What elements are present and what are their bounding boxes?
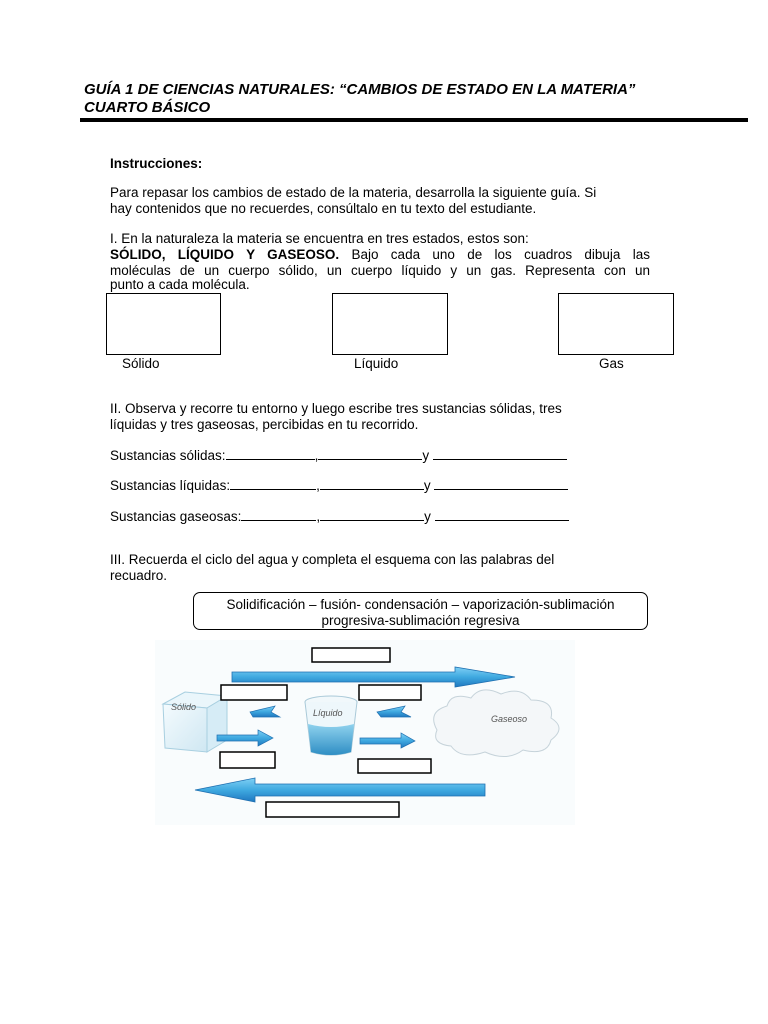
- solid-answer-3[interactable]: [433, 446, 567, 460]
- gas-drawing-box[interactable]: [558, 293, 674, 355]
- ice-cube-illustration: [163, 692, 227, 752]
- section3-line-2: recuadro.: [110, 568, 168, 583]
- glass-illustration: [305, 696, 357, 755]
- solid-label: Sólido: [122, 356, 160, 371]
- solid-diagram-label: Sólido: [171, 702, 197, 712]
- word-bank-line-1: Solidificación – fusión- condensación – vaporización-sublimación: [226, 597, 615, 612]
- gas-label: Gas: [599, 356, 624, 371]
- liquid-substances-row: [110, 476, 568, 494]
- liquid-diagram-label: Líquido: [313, 708, 343, 718]
- conjunction: y: [423, 478, 431, 493]
- water-cycle-svg: [155, 640, 575, 825]
- answer-box-bottom[interactable]: [266, 802, 399, 817]
- solid-substances-label: Sustancias sólidas:: [110, 448, 226, 463]
- section1-line-1: I. En la naturaleza la materia se encuentra en tres estados, estos son:: [110, 231, 529, 246]
- instructions-heading: Instrucciones:: [110, 156, 203, 171]
- solid-answer-1[interactable]: [226, 446, 315, 460]
- section1-line-4: punto a cada molécula.: [110, 277, 250, 292]
- page-subtitle: CUARTO BÁSICO: [84, 99, 211, 116]
- section2-line-2: líquidas y tres gaseosas, percibidas en tu recorrido.: [110, 417, 419, 432]
- conjunction: y: [424, 509, 431, 524]
- word-bank-box: [193, 592, 648, 630]
- instructions-line-1: Para repasar los cambios de estado de la materia, desarrolla la siguiente guía. Si: [110, 185, 597, 200]
- gas-answer-1[interactable]: [241, 507, 316, 521]
- comma: ,: [314, 448, 319, 463]
- liquid-drawing-box[interactable]: [332, 293, 448, 355]
- answer-box-left-top[interactable]: [221, 685, 287, 700]
- comma: ,: [316, 478, 320, 493]
- instructions-line-2: hay contenidos que no recuerdes, consúltalo en tu texto del estudiante.: [110, 201, 537, 216]
- section1-line-2-rest: Bajo cada uno de los cuadros dibuja las: [339, 247, 650, 262]
- states-bold: SÓLIDO, LÍQUIDO Y GASEOSO.: [110, 247, 340, 262]
- section2-line-1: II. Observa y recorre tu entorno y luego escribe tres sustancias sólidas, tres: [110, 401, 562, 416]
- liquid-label: Líquido: [354, 356, 399, 371]
- gas-answer-3[interactable]: [435, 507, 569, 521]
- page-title: GUÍA 1 DE CIENCIAS NATURALES: “CAMBIOS DE ESTADO EN LA MATERIA”: [84, 81, 636, 98]
- liquid-answer-2[interactable]: [320, 476, 424, 490]
- section1-line-3: moléculas de un cuerpo sólido, un cuerpo líquido y un gas. Representa con un: [110, 263, 650, 278]
- water-cycle-diagram: [155, 640, 575, 825]
- answer-box-left-bottom[interactable]: [220, 752, 275, 768]
- solid-answer-2[interactable]: [318, 446, 422, 460]
- answer-box-center-top[interactable]: [359, 685, 421, 700]
- section3-line-1: III. Recuerda el ciclo del agua y completa el esquema con las palabras del: [110, 552, 555, 567]
- gas-answer-2[interactable]: [320, 507, 424, 521]
- gas-diagram-label: Gaseoso: [491, 714, 528, 724]
- liquid-substances-label: Sustancias líquidas:: [110, 478, 231, 493]
- conjunction: y: [422, 448, 430, 463]
- answer-box-right-bottom[interactable]: [358, 759, 431, 773]
- gas-substances-row: [110, 507, 569, 525]
- answer-box-top[interactable]: [312, 648, 390, 662]
- comma: ,: [316, 509, 321, 524]
- word-bank-line-2: progresiva-sublimación regresiva: [321, 613, 520, 628]
- gas-substances-label: Sustancias gaseosas:: [110, 509, 242, 524]
- section1-line-2: [110, 247, 650, 263]
- solid-drawing-box[interactable]: [106, 293, 221, 355]
- liquid-answer-3[interactable]: [434, 476, 568, 490]
- solid-substances-row: [110, 446, 567, 464]
- liquid-answer-1[interactable]: [230, 476, 316, 490]
- header-rule: [80, 118, 748, 122]
